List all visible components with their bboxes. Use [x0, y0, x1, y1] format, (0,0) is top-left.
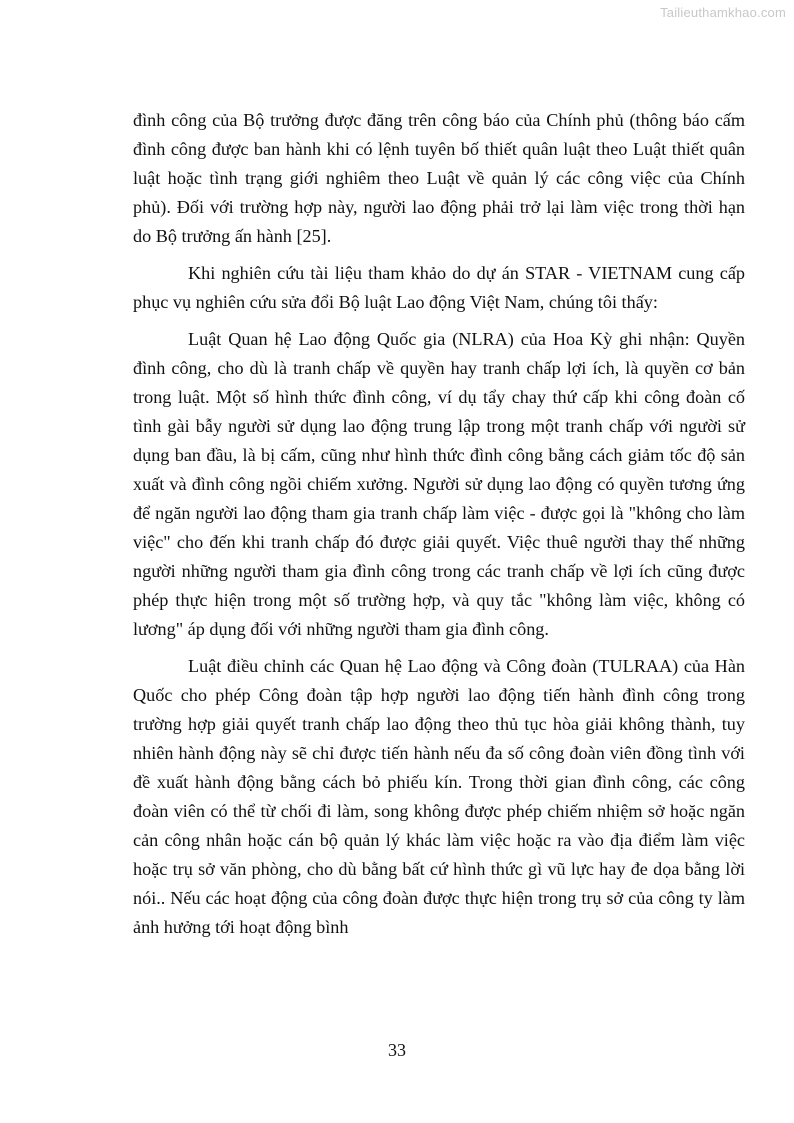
watermark-text: Tailieuthamkhao.com	[660, 5, 786, 20]
paragraph-nlra-usa: Luật Quan hệ Lao động Quốc gia (NLRA) của Hoa Kỳ ghi nhận: Quyền đình công, cho dù là tranh chấp về quyền hay tranh chấp lợi ích, là quyền cơ bản trong luật. Một số hình thức đình công, ví dụ tẩy chay thứ cấp khi công đoàn cố tình gài bẫy người sử dụng lao động trung lập trong một tranh chấp với người sử dụng ban đầu, là bị cấm, cũng như hình thức đình công bằng cách giảm tốc độ sản xuất và đình công ngồi chiếm xưởng. Người sử dụng lao động có quyền tương ứng để ngăn người lao động tham gia tranh chấp làm việc - được gọi là "không cho làm việc" cho đến khi tranh chấp đó được giải quyết. Việc thuê người thay thế những người những người tham gia đình công trong các tranh chấp về lợi ích cũng được phép thực hiện trong một số trường hợp, và quy tắc "không làm việc, không có lương" áp dụng đối với những người tham gia đình công.	[133, 329, 745, 639]
paragraph-continued: đình công của Bộ trưởng được đăng trên công báo của Chính phủ (thông báo cấm đình công được ban hành khi có lệnh tuyên bố thiết quân luật theo Luật thiết quân luật hoặc tình trạng giới nghiêm theo Luật về quản lý các công việc của Chính phủ). Đối với trường hợp này, người lao động phải trở lại làm việc trong thời hạn do Bộ trưởng ấn hành [25].	[133, 110, 745, 246]
document-body	[133, 106, 745, 950]
paragraph-tulraa-korea: Luật điều chỉnh các Quan hệ Lao động và Công đoàn (TULRAA) của Hàn Quốc cho phép Công đoàn tập hợp người lao động tiến hành đình công trong trường hợp giải quyết tranh chấp lao động theo thủ tục hòa giải không thành, tuy nhiên hành động này sẽ chỉ được tiến hành nếu đa số công đoàn viên đồng tình với đề xuất hành động bằng cách bỏ phiếu kín. Trong thời gian đình công, các công đoàn viên có thể từ chối đi làm, song không được phép chiếm nhiệm sở hoặc ngăn cản công nhân hoặc cán bộ quản lý khác làm việc hoặc ra vào địa điểm làm việc hoặc trụ sở văn phòng, cho dù bằng bất cứ hình thức gì vũ lực hay đe dọa bằng lời nói.. Nếu các hoạt động của công đoàn được thực hiện trong trụ sở của công ty làm ảnh hưởng tới hoạt động bình	[133, 656, 745, 937]
page-number: 33	[388, 1040, 406, 1060]
paragraph-star-vietnam: Khi nghiên cứu tài liệu tham khảo do dự án STAR - VIETNAM cung cấp phục vụ nghiên cứu sửa đổi Bộ luật Lao động Việt Nam, chúng tôi thấy:	[133, 263, 745, 312]
